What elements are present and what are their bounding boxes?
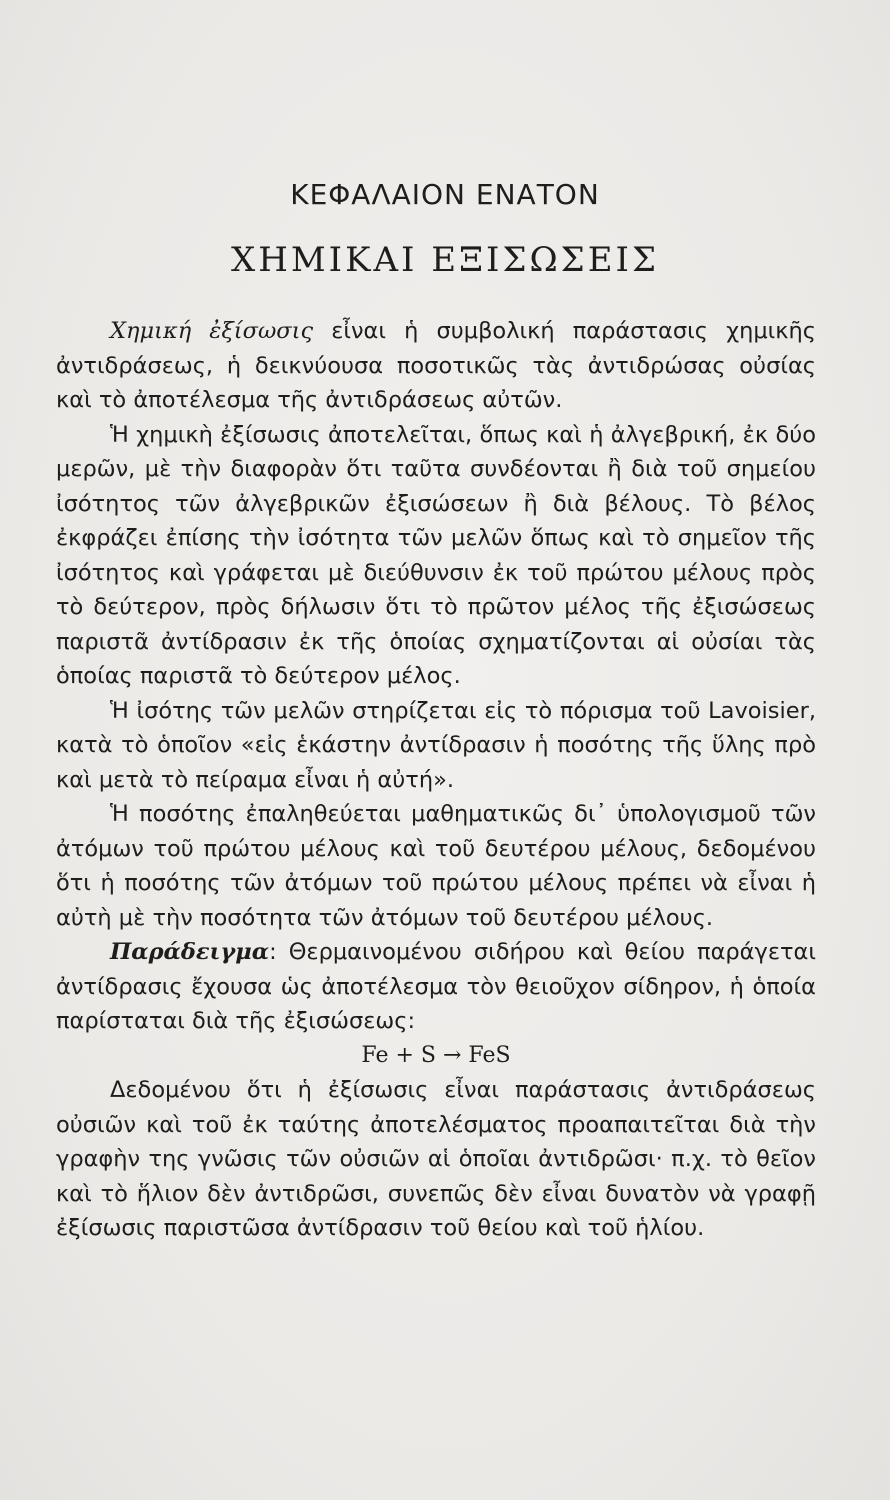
body-text bbox=[56, 314, 816, 1246]
paragraph-example bbox=[56, 935, 816, 1039]
paragraph-verification: Ἡ ποσότης ἐπαληθεύεται μαθηματικῶς δι᾽ ὑπολογισμοῦ τῶν ἀτόμων τοῦ πρώτου μέλους καὶ τοῦ δευτέρου μέλους, δεδομένου ὅτι ἡ ποσότης τῶν ἀτόμων τοῦ πρώτου μέλους πρέπει νὰ εἶναι ἡ αὐτὴ μὲ τὴν ποσότητα τῶν ἀτόμων τοῦ δευτέρου μέλους. bbox=[56, 801, 816, 931]
paragraph-definition-text: εἶναι ἡ συμβολική παράστασις χημικῆς ἀντιδράσεως, ἡ δεικνύουσα ποσοτικῶς τὰς ἀντιδρώσας οὐσίας καὶ τὸ ἀποτέλεσμα τῆς ἀντιδράσεως αὐτῶν. bbox=[56, 318, 816, 413]
paragraph-lavoisier: Ἡ ἰσότης τῶν μελῶν στηρίζεται εἰς τὸ πόρισμα τοῦ Lavoisier, κατὰ τὸ ὁποῖον «εἰς ἑκάστην ἀντίδρασιν ἡ ποσότης τῆς ὕλης πρὸ καὶ μετὰ τὸ πείραμα εἶναι ἡ αὐτή». bbox=[56, 697, 816, 793]
chapter-title: ΧΗΜΙΚΑΙ ΕΞΙΣΩΣΕΙΣ bbox=[230, 240, 660, 280]
chemical-equation: Fe + S → FeS bbox=[361, 1042, 511, 1068]
paragraph-example-text: : Θερμαινομένου σιδήρου καὶ θείου παράγεται ἀντίδρασις ἔχουσα ὡς ἀποτέλεσμα τὸν θειοῦχον σίδηρον, ἡ ὁποία παρίσταται διὰ τῆς ἐξισώσεως: bbox=[56, 939, 816, 1034]
example-label: Παράδειγμα bbox=[110, 939, 270, 965]
paragraph-structure: Ἡ χημικὴ ἐξίσωσις ἀποτελεῖται, ὅπως καὶ ἡ ἀλγεβρική, ἐκ δύο μερῶν, μὲ τὴν διαφορὰν ὅτι ταῦτα συνδέονται ἢ διὰ τοῦ σημείου ἰσότητος τῶν ἀλγεβρικῶν ἐξισώσεων ἢ διὰ βέλους. Τὸ βέλος ἐκφράζει ἐπίσης τὴν ἰσότητα τῶν μελῶν ὅπως καὶ τὸ σημεῖον τῆς ἰσότητος καὶ γράφεται μὲ διεύθυνσιν ἐκ τοῦ πρώτου μέλους πρὸς τὸ δεύτερον, πρὸς δήλωσιν ὅτι τὸ πρῶτον μέλος τῆς ἐξισώσεως παριστᾶ ἀντίδρασιν ἐκ τῆς ὁποίας σχηματίζονται αἱ οὐσίαι τὰς ὁποίας παριστᾶ τὸ δεύτερον μέλος. bbox=[56, 421, 816, 689]
defined-term: Χημική ἐξίσωσις bbox=[110, 318, 314, 344]
chapter-label: ΚΕΦΑΛΑΙΟΝ ΕΝΑΤΟΝ bbox=[290, 178, 600, 211]
paragraph-definition bbox=[56, 314, 816, 418]
paragraph-conclusion: Δεδομένου ὅτι ἡ ἐξίσωσις εἶναι παράστασις ἀντιδράσεως οὐσιῶν καὶ τοῦ ἐκ ταύτης ἀποτελέσματος προαπαιτεῖται διὰ τὴν γραφὴν της γνῶσις τῶν οὐσιῶν αἱ ὁποῖαι ἀντιδρῶσι· π.χ. τὸ θεῖον καὶ τὸ ἥλιον δὲν ἀντιδρῶσι, συνεπῶς δὲν εἶναι δυνατὸν νὰ γραφῇ ἐξίσωσις παριστῶσα ἀντίδρασιν τοῦ θείου καὶ τοῦ ἡλίου. bbox=[56, 1077, 816, 1241]
